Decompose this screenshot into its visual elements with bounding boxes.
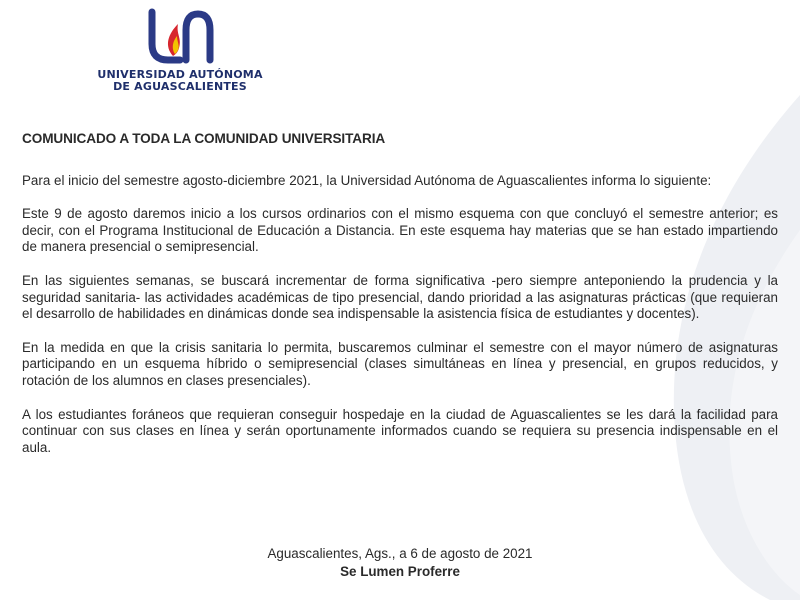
- paragraph-start-date: Este 9 de agosto daremos inicio a los cursos ordinarios con el mismo esquema con que concluyó el semestre anterior; es decir, con el Programa Institucional de Educación a Distancia. En este esquema hay materias que se han estado impartiendo de manera presencial o semipresencial.: [22, 206, 778, 255]
- university-motto: Se Lumen Proferre: [340, 564, 460, 579]
- paragraph-presential-activities: En las siguientes semanas, se buscará incrementar de forma significativa -pero siempre anteponiendo la prudencia y la seguridad sanitaria- las actividades académicas de tipo presencial, dando prioridad a las asignaturas prácticas (que requieran el desarrollo de habilidades en dinámicas donde sea indispensable la asistencia física de estudiantes y docentes).: [22, 272, 778, 322]
- logo-text-line2: DE AGUASCALIENTES: [113, 80, 247, 93]
- paragraph-hybrid-scheme: En la medida en que la crisis sanitaria lo permita, buscaremos culminar el semestre con el mayor número de asignaturas participando en un esquema híbrido o semipresencial (clases simultáneas en línea y presencial, en grupos reducidos, y rotación de los alumnos en clases presenciales).: [22, 339, 778, 388]
- communique-body: [22, 131, 778, 473]
- paragraph-intro: Para el inicio del semestre agosto-diciembre 2021, la Universidad Autónoma de Aguascalientes informa lo siguiente:: [22, 172, 712, 188]
- communique-heading: COMUNICADO A TODA LA COMUNIDAD UNIVERSITARIA: [22, 131, 386, 146]
- university-emblem-icon: [146, 8, 216, 66]
- university-logo: [96, 8, 264, 92]
- logo-text-line1: UNIVERSIDAD AUTÓNOMA: [97, 68, 263, 81]
- communique-closing: [0, 545, 800, 581]
- place-date: Aguascalientes, Ags., a 6 de agosto de 2021: [267, 546, 533, 561]
- paragraph-foreign-students: A los estudiantes foráneos que requieran conseguir hospedaje en la ciudad de Aguascalientes se les dará la facilidad para continuar con sus clases en línea y serán oportunamente informados cuando se requiera su presencia indispensable en el aula.: [22, 406, 778, 455]
